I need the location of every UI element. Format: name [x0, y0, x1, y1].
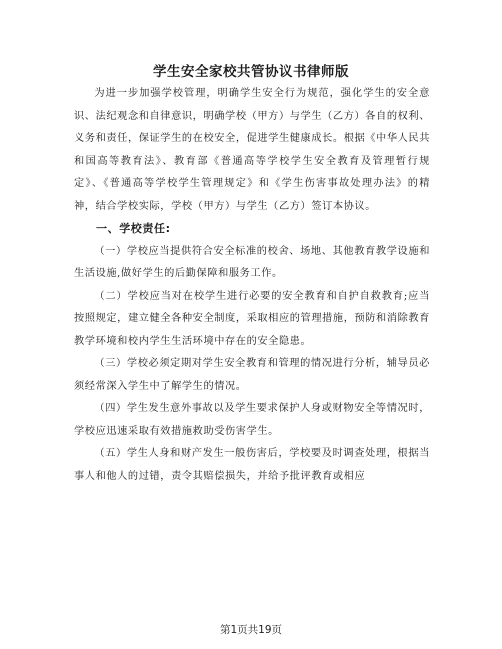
section-heading: 一、学校责任: — [96, 222, 171, 235]
clause-item-2: （二）学校应当对在校学生进行必要的安全教育和自护自救教育;应当按照规定，建立健全各种安全制度，采取相应的管理措施，预防和消除教育教学环境和校内学生生活环境中存在的安全隐患。 — [74, 290, 430, 347]
document-title: 学生安全家校共管协议书律师版 — [153, 64, 349, 80]
page-indicator: 第1页共19页 — [219, 624, 283, 636]
document-body — [74, 83, 430, 488]
clause-item-1: （一）学校应当提供符合安全标准的校舍、场地、其他教育教学设施和生活设施,做好学生的后勤保障和服务工作。 — [74, 245, 430, 279]
clause-item-4: （四）学生发生意外事故以及学生要求保护人身或财物安全等情况时，学校应迅速采取有效措施救助受伤害学生。 — [74, 403, 430, 437]
clause-item-3: （三）学校必须定期对学生安全教育和管理的情况进行分析，辅导员必须经常深入学生中了解学生的情况。 — [74, 358, 430, 392]
intro-paragraph: 为进一步加强学校管理，明确学生安全行为规范，强化学生的安全意识、法纪观念和自律意识，明确学校（甲方）与学生（乙方）各自的权利、义务和责任，保证学生的在校安全，促进学生健康成长。根据《中华人民共和国高等教育法》、教育部《普通高等学校学生安全教育及管理暂行规定》、《普通高等学校学生管理规定》和《学生伤害事故处理办法》的精神，结合学校实际，学校（甲方）与学生（乙方）签订本协议。 — [74, 88, 430, 212]
clause-item-5: （五）学生人身和财产发生一般伤害后，学校要及时调查处理，根据当事人和他人的过错，责令其赔偿损失，并给予批评教育或相应 — [74, 448, 430, 482]
